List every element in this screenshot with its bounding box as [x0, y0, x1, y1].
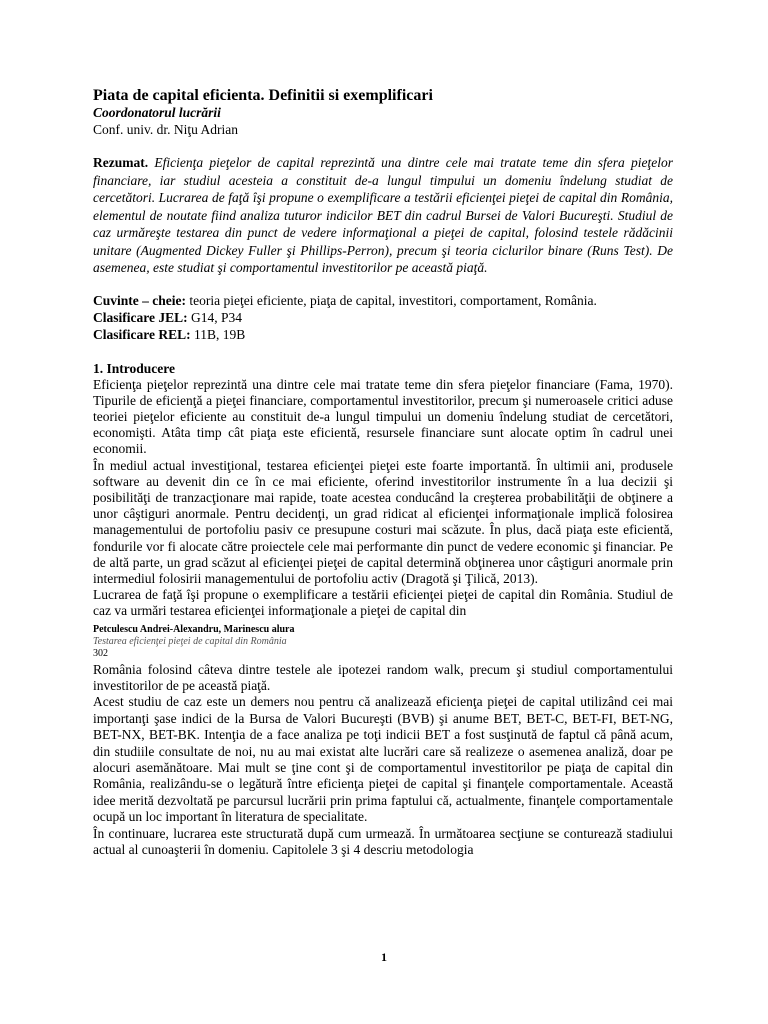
continuation-paragraph-1: România folosind câteva dintre testele ale ipotezei random walk, precum şi studiul comportamentului investitorilor de pe această piaţă.	[93, 661, 673, 693]
running-header	[93, 624, 673, 660]
intro-paragraph-3: Lucrarea de faţă îşi propune o exemplificare a testării eficienţei pieţei de capital din România. Studiul de caz va urmări testarea eficienţei informaţionale a pieţei de capital din	[93, 587, 673, 619]
running-header-authors: Petculescu Andrei-Alexandru, Marinescu alura	[93, 623, 295, 635]
keywords-text: teoria pieţei eficiente, piaţa de capital, investitori, comportament, România.	[189, 292, 597, 308]
intro-paragraph-2: În mediul actual investiţional, testarea eficienţei pieţei este foarte importantă. În ultimii ani, produsele software au devenit din ce în ce mai eficiente, oferind investitorilor instrumente în a lua decizii şi posibilităţi de tranzacţionare mai rapide, toate acestea conducând la creşterea probabilităţii de obţinere a unor câştiguri anormale. Pentru decidenţi, un grad ridicat al eficienţei informaţionale implică folosirea managementului de portofoliu pasiv ce presupune costuri mai scăzute. În plus, dacă piaţa este eficientă, fondurile vor fi alocate către proiectele cele mai performante din punct de vedere economic şi financiar. Pe de altă parte, un grad scăzut al eficienţei pieţei de capital determină obţinerea unor câştiguri anormale prin intermediul folosirii managementului de portofoliu activ (Dragotă şi Ţilică, 2013).	[93, 457, 673, 586]
abstract-label: Rezumat.	[93, 155, 149, 170]
coordinator-name: Conf. univ. dr. Niţu Adrian	[93, 122, 238, 137]
coordinator-label: Coordonatorul lucrării	[93, 105, 221, 120]
paper-title: Piata de capital eficienta. Definitii si exemplificari	[93, 87, 433, 104]
jel-label: Clasificare JEL:	[93, 309, 188, 325]
rel-label: Clasificare REL:	[93, 326, 191, 342]
rel-text: 11B, 19B	[194, 326, 246, 342]
jel-line	[93, 309, 673, 326]
rel-line	[93, 326, 673, 343]
running-header-page: 302	[93, 647, 108, 659]
section-heading-introducere: 1. Introducere	[93, 360, 175, 376]
document-page	[93, 87, 673, 858]
jel-text: G14, P34	[191, 309, 243, 325]
running-header-title: Testarea eficienţei pieţei de capital din România	[93, 635, 287, 647]
intro-paragraph-1: Eficienţa pieţelor reprezintă una dintre cele mai tratate teme din sfera pieţelor financiare (Fama, 1970). Tipurile de eficienţă a pieţei financiare, comportamentul investitorilor, precum şi numeroasele critici aduse teoriei pieţelor eficiente au constituit de-a lungul timpului un domeniu îndelung studiat de cercetători, economişti. Atâta timp cât piaţa este eficientă, resursele financiare sunt alocate optim în cadrul unei economii.	[93, 376, 673, 457]
keywords-line	[93, 292, 673, 309]
continuation-paragraph-2: Acest studiu de caz este un demers nou pentru că analizează eficienţa pieţei de capital utilizând cei mai importanţi şase indici de la Bursa de Valori Bucureşti (BVB) şi anume BET, BET-C, BET-FI, BET-NG, BET-NX, BET-BK. Intenţia de a face analiza pe toţi indicii BET a fost susţinută de faptul că până acum, din studiile consultate de noi, nu au mai existat alte lucrări care să realizeze o asemenea analiză, doar pe alocuri asemănătoare. Mai mult se ţine cont şi de comportamentul investitorilor pe piaţa de capital din România, realizându-se o legătură între eficienţa pieţei de capital şi finanţele comportamentale. Această idee merită dezvoltată pe parcursul lucrării prin prima faptului că, actualmente, finanţele comportamentale ocupă un loc important în literatura de specialitate.	[93, 694, 673, 825]
abstract-text: Eficienţa pieţelor de capital reprezintă una dintre cele mai tratate teme din sfera pieţelor financiare, iar studiul acesteia a constituit de-a lungul timpului un domeniu îndelung studiat de cercetători. Lucrarea de faţă îşi propune o exemplificare a testării eficienţei pieţei de capital din România, elementul de noutate fiind analiza tuturor indicilor BET din cadrul Bursei de Valori Bucureşti. Studiul de caz urmăreşte testarea din punct de vedere informaţional a pieţei de capital, folosind testele rădăcinii unitare (Augmented Dickey Fuller şi Phillips-Perron), precum şi teoria ciclurilor binare (Runs Test). De asemenea, este studiat şi comportamentul investitorilor pe această piaţă.	[93, 155, 674, 275]
keywords-label: Cuvinte – cheie:	[93, 292, 186, 308]
page-number: 1	[381, 950, 387, 964]
abstract	[93, 154, 673, 277]
continuation-paragraph-3: În continuare, lucrarea este structurată după cum urmează. În următoarea secţiune se conturează stadiului actual al cunoaşterii în domeniu. Capitolele 3 şi 4 descriu metodologia	[93, 825, 673, 858]
